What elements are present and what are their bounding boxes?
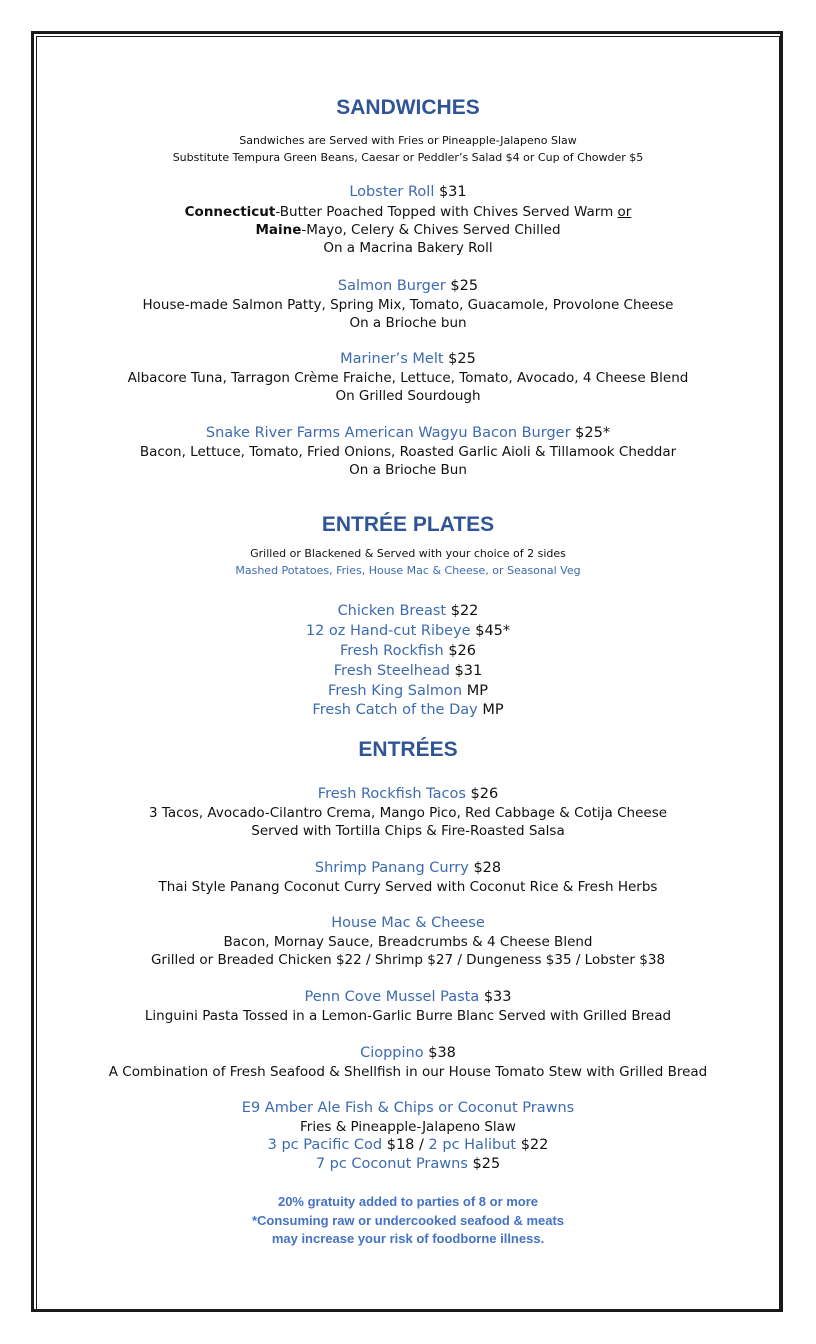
panang-curry-heading	[40, 860, 776, 876]
lobster-roll-name: Lobster Roll	[349, 184, 435, 200]
cod-price: $18	[386, 1137, 415, 1153]
plate-item	[40, 702, 776, 718]
mariners-melt-name: Mariner’s Melt	[340, 351, 444, 367]
plate-item-name: 12 oz Hand-cut Ribeye	[305, 623, 471, 639]
lobster-roll-heading	[40, 184, 776, 200]
gratuity-note: 20% gratuity added to parties of 8 or more	[277, 1194, 539, 1209]
mussel-pasta-desc: Linguini Pasta Tossed in a Lemon-Garlic Burre Blanc Served with Grilled Bread	[144, 1008, 672, 1024]
plate-item	[40, 603, 776, 619]
panang-curry-name: Shrimp Panang Curry	[314, 860, 469, 876]
cioppino-price: $38	[428, 1045, 456, 1061]
wagyu-burger-price: $25*	[575, 425, 611, 441]
sandwiches-intro-2: Substitute Tempura Green Beans, Caesar or Peddler’s Salad $4 or Cup of Chowder $5	[172, 151, 644, 164]
mariners-melt-price: $25	[448, 351, 476, 367]
salmon-burger-heading	[40, 278, 776, 294]
salmon-burger-name: Salmon Burger	[337, 278, 446, 294]
raw-food-warning: *Consuming raw or undercooked seafood & meats	[251, 1213, 565, 1228]
entree-plates-sides: Mashed Potatoes, Fries, House Mac & Cheese, or Seasonal Veg	[235, 564, 581, 577]
cioppino-name: Cioppino	[360, 1045, 424, 1061]
plate-item-name: Fresh Catch of the Day	[312, 702, 478, 718]
panang-curry-desc: Thai Style Panang Coconut Curry Served with Coconut Rice & Fresh Herbs	[158, 879, 658, 895]
entree-plates-title: ENTRÉE PLATES	[321, 513, 495, 536]
connecticut-label: Connecticut	[184, 204, 276, 220]
mac-cheese-name: House Mac & Cheese	[331, 915, 485, 931]
mac-cheese-addons: Grilled or Breaded Chicken $22 / Shrimp $27 / Dungeness $35 / Lobster $38	[150, 952, 666, 968]
salmon-burger-desc: House-made Salmon Patty, Spring Mix, Tomato, Guacamole, Provolone Cheese	[142, 297, 674, 313]
halibut-price: $22	[520, 1137, 549, 1153]
mariners-melt-heading	[40, 351, 776, 367]
rockfish-tacos-name: Fresh Rockfish Tacos	[317, 786, 466, 802]
lobster-roll-price: $31	[438, 184, 467, 200]
wagyu-burger-name: Snake River Farms American Wagyu Bacon Burger	[205, 425, 571, 441]
prawns-price: $25	[472, 1156, 501, 1172]
sandwiches-intro-1: Sandwiches are Served with Fries or Pineapple-Jalapeno Slaw	[239, 134, 577, 147]
mussel-pasta-price: $33	[483, 989, 512, 1005]
lobster-connecticut	[40, 204, 776, 220]
lobster-maine	[40, 222, 776, 238]
option-separator: /	[414, 1137, 429, 1153]
cod-option: 3 pc Pacific Cod	[267, 1137, 383, 1153]
plate-item	[40, 623, 776, 639]
prawns-option: 7 pc Coconut Prawns	[315, 1156, 468, 1172]
fish-chips-name: E9 Amber Ale Fish & Chips or Coconut Prawns	[241, 1100, 575, 1116]
maine-desc: -Mayo, Celery & Chives Served Chilled	[301, 222, 561, 238]
connecticut-desc: -Butter Poached Topped with Chives Served Warm	[275, 204, 618, 220]
panang-curry-price: $28	[473, 860, 502, 876]
plate-item-name: Fresh Rockfish	[339, 643, 444, 659]
lobster-roll-bread: On a Macrina Bakery Roll	[323, 240, 493, 256]
plate-item	[40, 683, 776, 699]
raw-food-warning-2: may increase your risk of foodborne illness.	[271, 1231, 545, 1246]
plate-item-price: MP	[482, 702, 504, 718]
mussel-pasta-name: Penn Cove Mussel Pasta	[304, 989, 480, 1005]
fish-chips-desc: Fries & Pineapple-Jalapeno Slaw	[300, 1119, 516, 1135]
plate-item-price: $22	[450, 603, 479, 619]
prawns-option-line	[40, 1156, 776, 1172]
rockfish-tacos-heading	[40, 786, 776, 802]
maine-label: Maine	[255, 222, 302, 238]
salmon-burger-price: $25	[450, 278, 479, 294]
mac-cheese-desc: Bacon, Mornay Sauce, Breadcrumbs & 4 Cheese Blend	[223, 934, 593, 950]
mariners-melt-desc: Albacore Tuna, Tarragon Crème Fraiche, Lettuce, Tomato, Avocado, 4 Cheese Blend	[127, 370, 689, 386]
plate-item-price: $45*	[475, 623, 511, 639]
entree-plates-intro: Grilled or Blackened & Served with your choice of 2 sides	[250, 547, 566, 560]
plate-item-name: Fresh King Salmon	[328, 683, 463, 699]
plate-item	[40, 643, 776, 659]
plate-item-name: Fresh Steelhead	[333, 663, 450, 679]
wagyu-burger-bun: On a Brioche Bun	[349, 462, 467, 478]
rockfish-tacos-desc: 3 Tacos, Avocado-Cilantro Crema, Mango Pico, Red Cabbage & Cotija Cheese	[148, 805, 668, 821]
mac-cheese-heading	[40, 915, 776, 931]
wagyu-burger-heading	[40, 425, 776, 441]
halibut-option: 2 pc Halibut	[428, 1137, 517, 1153]
plate-item-price: $31	[454, 663, 483, 679]
entrees-title: ENTRÉES	[358, 738, 458, 761]
sandwiches-title: SANDWICHES	[336, 96, 480, 119]
cioppino-heading	[40, 1045, 776, 1061]
plate-item-price: MP	[466, 683, 488, 699]
fish-chips-options	[40, 1137, 776, 1153]
or-label: or	[617, 204, 632, 220]
plate-item-price: $26	[448, 643, 477, 659]
rockfish-tacos-desc-2: Served with Tortilla Chips & Fire-Roasted Salsa	[251, 823, 565, 839]
plate-item-name: Chicken Breast	[337, 603, 447, 619]
salmon-burger-bun: On a Brioche bun	[349, 315, 467, 331]
mussel-pasta-heading	[40, 989, 776, 1005]
cioppino-desc: A Combination of Fresh Seafood & Shellfish in our House Tomato Stew with Grilled Bread	[108, 1064, 708, 1080]
plate-item	[40, 663, 776, 679]
mariners-melt-bread: On Grilled Sourdough	[335, 388, 481, 404]
rockfish-tacos-price: $26	[470, 786, 499, 802]
wagyu-burger-desc: Bacon, Lettuce, Tomato, Fried Onions, Roasted Garlic Aioli & Tillamook Cheddar	[139, 444, 677, 460]
